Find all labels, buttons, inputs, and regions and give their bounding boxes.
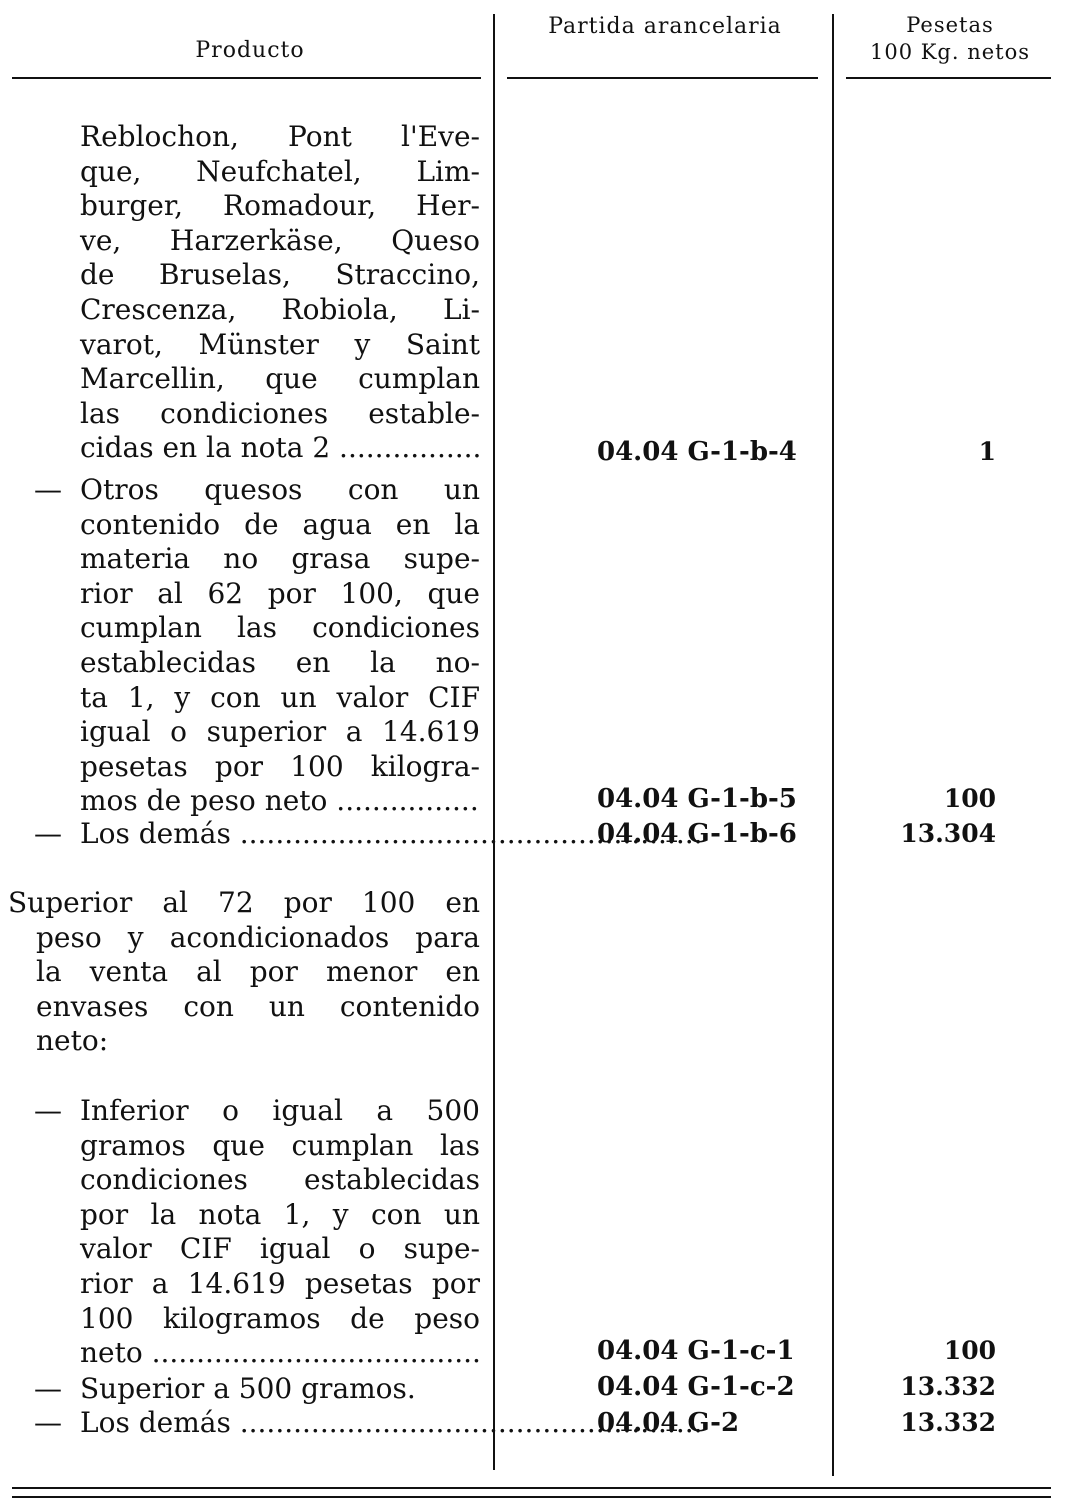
column-divider-1 — [493, 14, 495, 1470]
product-block-superior-500 — [34, 1372, 480, 1407]
text-line-leader: Los demás ..... — [80, 1406, 703, 1439]
header-rule-left — [12, 77, 481, 79]
text-line: ta 1, y con un valor CIF — [80, 680, 480, 714]
product-block-otros-quesos — [34, 473, 480, 819]
text-line: de Bruselas, Straccino, — [80, 258, 480, 292]
header-partida-arancelaria: Partida arancelaria — [548, 14, 782, 39]
text-line: varot, Münster y Saint — [80, 327, 480, 361]
tariff-code: 04.04 G-1-c-1 — [597, 1336, 795, 1366]
tariff-code: 04.04 G-1-c-2 — [597, 1372, 795, 1402]
text-line: Superior al 72 por 100 en — [8, 886, 480, 919]
product-block-inferior-500 — [34, 1094, 480, 1371]
product-block-reblochon — [80, 120, 480, 466]
tariff-code: 04.04 G-2 — [597, 1408, 740, 1438]
peseta-value: 13.304 — [900, 819, 996, 848]
dash-marker: — — [34, 1094, 62, 1127]
text-line: — Superior a 500 gramos. — [34, 1372, 416, 1405]
text-line: 100 kilogramos de peso — [80, 1301, 480, 1335]
text-line-leader: cidas en la nota 2 ..... — [80, 431, 480, 464]
bottom-rule-1 — [12, 1487, 1051, 1489]
text-line: — Inferior o igual a 500 — [34, 1094, 480, 1127]
text-line-leader: neto ..... — [80, 1336, 480, 1369]
product-block-superior-72 — [8, 886, 480, 1059]
product-block-los-demas-1 — [34, 817, 480, 852]
text-line: establecidas en la no- — [80, 645, 480, 679]
text-line: burger, Romadour, Her- — [80, 189, 480, 223]
peseta-value: 100 — [943, 1336, 996, 1365]
text-line: condiciones establecidas — [80, 1163, 480, 1197]
peseta-value: 100 — [943, 784, 996, 813]
text-line: Crescenza, Robiola, Li- — [80, 292, 480, 326]
header-rule-mid — [507, 77, 818, 79]
text-line-leader: Los demás ..... — [80, 817, 703, 850]
header-kg-netos: 100 Kg. netos — [869, 40, 1031, 64]
text-line: materia no grasa supe- — [80, 542, 480, 576]
peseta-value: 13.332 — [900, 1408, 996, 1437]
text-line: la venta al por menor en — [36, 955, 480, 989]
dash-marker: — — [34, 817, 62, 850]
text-line: rior al 62 por 100, que — [80, 576, 480, 610]
tariff-code: 04.04 G-1-b-5 — [597, 784, 797, 814]
dash-marker: — — [34, 1372, 62, 1405]
text-line: Reblochon, Pont l'Eve- — [80, 120, 480, 153]
text-line: gramos que cumplan las — [80, 1128, 480, 1162]
peseta-value: 13.332 — [900, 1372, 996, 1401]
text-line: rior a 14.619 pesetas por — [80, 1266, 480, 1300]
text-line: — Otros quesos con un — [34, 473, 480, 506]
column-divider-2 — [832, 14, 834, 1476]
text-line: cumplan las condiciones — [80, 611, 480, 645]
header-pesetas: Pesetas — [906, 13, 994, 37]
text-line: pesetas por 100 kilogra- — [80, 749, 480, 783]
text-line: contenido de agua en la — [80, 507, 480, 541]
product-block-los-demas-2 — [34, 1406, 480, 1441]
header-rule-right — [846, 77, 1051, 79]
text-line: neto: — [36, 1024, 109, 1058]
peseta-value: 1 — [978, 437, 996, 466]
header-producto: Producto — [195, 38, 305, 63]
text-line: por la nota 1, y con un — [80, 1197, 480, 1231]
text-line: envases con un contenido — [36, 989, 480, 1023]
text-line: las condiciones estable- — [80, 396, 480, 430]
text-line: igual o superior a 14.619 — [80, 715, 480, 749]
tariff-code: 04.04 G-1-b-4 — [597, 437, 797, 467]
text-line-leader: mos de peso neto ..... — [80, 784, 480, 817]
text-line: ve, Harzerkäse, Queso — [80, 223, 480, 257]
text-line: Marcellin, que cumplan — [80, 362, 480, 396]
dash-marker: — — [34, 1406, 62, 1439]
text-line: que, Neufchatel, Lim- — [80, 154, 480, 188]
tariff-code: 04.04 G-1-b-6 — [597, 819, 797, 849]
text-line: peso y acondicionados para — [36, 920, 480, 954]
text-line: valor CIF igual o supe- — [80, 1232, 480, 1266]
bottom-rule-2 — [12, 1496, 1051, 1498]
dash-marker: — — [34, 473, 62, 506]
